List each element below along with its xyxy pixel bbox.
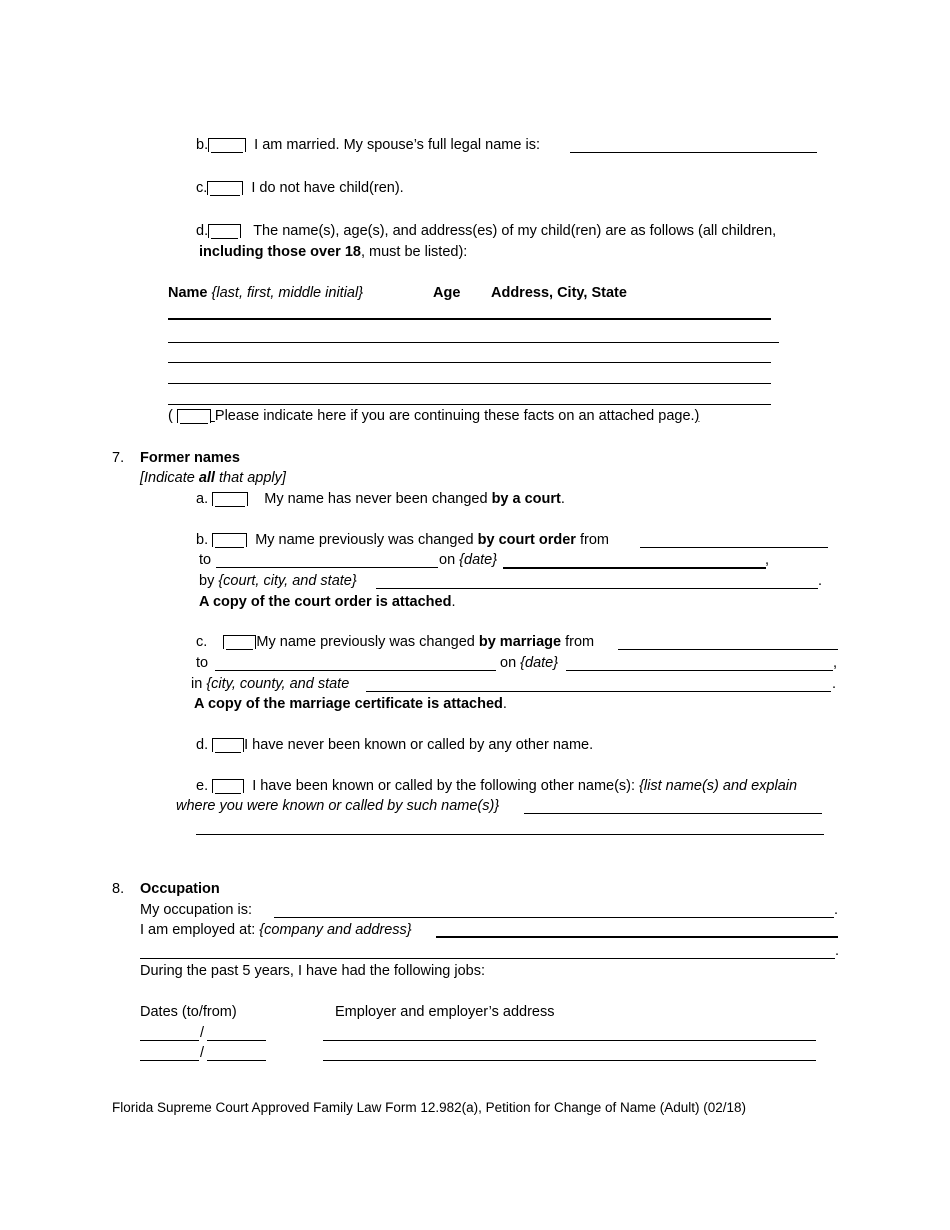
children-col-address: Address, City, State xyxy=(491,285,627,301)
section-number: 8. xyxy=(112,881,125,897)
item-marker: e. xyxy=(196,778,209,794)
marriage-to-label: to xyxy=(196,655,209,671)
item-text: The name(s), age(s), and address(es) of my child(ren) are as follows (all children, xyxy=(253,223,777,239)
punctuation: . xyxy=(834,902,839,918)
item-marker: c. xyxy=(196,180,208,196)
item-text: Please indicate here if you are continuing these facts on an attached page. xyxy=(214,408,695,424)
job-date-from-line[interactable] xyxy=(207,1060,266,1061)
punctuation: , xyxy=(765,552,770,568)
child-entry-line[interactable] xyxy=(168,342,779,343)
court-to-name-line[interactable] xyxy=(216,567,438,568)
date-separator: / xyxy=(200,1045,205,1061)
court-to-label: to xyxy=(199,552,212,568)
punctuation: . xyxy=(835,943,840,959)
marriage-location-label: in {city, county, and state xyxy=(191,676,350,692)
marriage-to-name-line[interactable] xyxy=(215,670,496,671)
court-order-checkbox[interactable] xyxy=(212,533,247,547)
column-hint: {last, first, middle initial} xyxy=(211,285,364,301)
child-entry-line[interactable] xyxy=(168,383,771,384)
item-marker: d. xyxy=(196,223,209,239)
item-7e: e. I have been known or called by the following other name(s): {list name(s) and explain xyxy=(196,778,798,794)
section-number: 7. xyxy=(112,450,125,466)
court-order-note: A copy of the court order is attached. xyxy=(199,594,456,610)
children-listed-checkbox[interactable] xyxy=(208,224,241,238)
item-marker: d. xyxy=(196,737,209,753)
employer-line[interactable] xyxy=(140,958,835,959)
marriage-checkbox[interactable] xyxy=(223,635,256,649)
punctuation: . xyxy=(818,573,823,589)
job-employer-line[interactable] xyxy=(323,1060,816,1061)
form-footer: Florida Supreme Court Approved Family Law Form 12.982(a), Petition for Change of Name (Adult) (02/18) xyxy=(112,1100,747,1115)
item-6d xyxy=(196,221,776,241)
continuation-checkbox[interactable] xyxy=(177,409,211,423)
never-changed-checkbox[interactable] xyxy=(212,492,248,506)
child-entry-line[interactable] xyxy=(168,362,771,363)
job-date-from-line[interactable] xyxy=(207,1040,266,1041)
item-7a: a. My name has never been changed by a court. xyxy=(196,491,565,507)
marriage-location-line[interactable] xyxy=(366,691,831,692)
column-header: Name xyxy=(168,285,208,301)
children-col-name xyxy=(168,283,363,303)
item-marker: c. xyxy=(196,634,208,650)
punctuation: . xyxy=(832,676,837,692)
married-checkbox[interactable] xyxy=(208,138,246,152)
punctuation: , xyxy=(833,655,838,671)
item-marker: b. xyxy=(196,532,209,548)
employer-line[interactable] xyxy=(436,936,838,938)
jobs-col-dates: Dates (to/from) xyxy=(140,1004,237,1020)
marriage-certificate-note: A copy of the marriage certificate is attached. xyxy=(194,696,507,712)
item-6b xyxy=(196,135,540,155)
emphasis-text: including those over 18 xyxy=(199,244,361,260)
other-names-checkbox[interactable] xyxy=(212,779,244,793)
job-date-to-line[interactable] xyxy=(140,1040,199,1041)
occupation-label: My occupation is: xyxy=(140,902,253,918)
item-7e-line2: where you were known or called by such name(s)} xyxy=(176,798,500,814)
item-7d: d. I have never been known or called by any other name. xyxy=(196,737,594,753)
section-heading: Occupation xyxy=(140,881,220,897)
jobs-col-employer: Employer and employer’s address xyxy=(335,1004,555,1020)
item-7b: b. My name previously was changed by court order from xyxy=(196,532,609,548)
item-marker: a. xyxy=(196,491,209,507)
employer-label: I am employed at: {company and address} xyxy=(140,922,412,938)
other-names-line[interactable] xyxy=(196,834,824,835)
spouse-name-line[interactable] xyxy=(570,152,817,153)
no-other-name-checkbox[interactable] xyxy=(212,738,244,752)
section-instruction: [Indicate all that apply] xyxy=(140,470,286,486)
section-heading: Former names xyxy=(140,450,240,466)
item-7c: c. My name previously was changed by marriage from xyxy=(196,634,595,650)
marriage-date-label: on {date} xyxy=(500,655,559,671)
item-text: I do not have child(ren). xyxy=(251,180,404,196)
children-col-age: Age xyxy=(433,285,461,301)
court-date-line[interactable] xyxy=(503,567,766,569)
marriage-date-line[interactable] xyxy=(566,670,833,671)
jobs-label: During the past 5 years, I have had the following jobs: xyxy=(140,963,485,979)
other-names-line[interactable] xyxy=(524,813,822,814)
court-date-label: on {date} xyxy=(439,552,498,568)
item-marker: b. xyxy=(196,137,209,153)
court-location-line[interactable] xyxy=(376,588,818,589)
child-entry-line[interactable] xyxy=(168,318,771,320)
item-text: , must be listed): xyxy=(360,244,468,260)
occupation-line[interactable] xyxy=(274,917,834,918)
no-children-checkbox[interactable] xyxy=(207,181,243,195)
job-employer-line[interactable] xyxy=(323,1040,816,1041)
item-text: I am married. My spouse’s full legal name is: xyxy=(254,137,540,153)
item-6d-line2 xyxy=(199,242,467,262)
court-location-label: by {court, city, and state} xyxy=(199,573,357,589)
marriage-from-name-line[interactable] xyxy=(618,649,838,650)
job-date-to-line[interactable] xyxy=(140,1060,199,1061)
court-from-name-line[interactable] xyxy=(640,547,828,548)
date-separator: / xyxy=(200,1025,205,1041)
continuation-note: ( Please indicate here if you are continuing these facts on an attached page.) xyxy=(168,408,700,424)
item-6c xyxy=(196,178,404,198)
child-entry-line[interactable] xyxy=(168,404,771,405)
